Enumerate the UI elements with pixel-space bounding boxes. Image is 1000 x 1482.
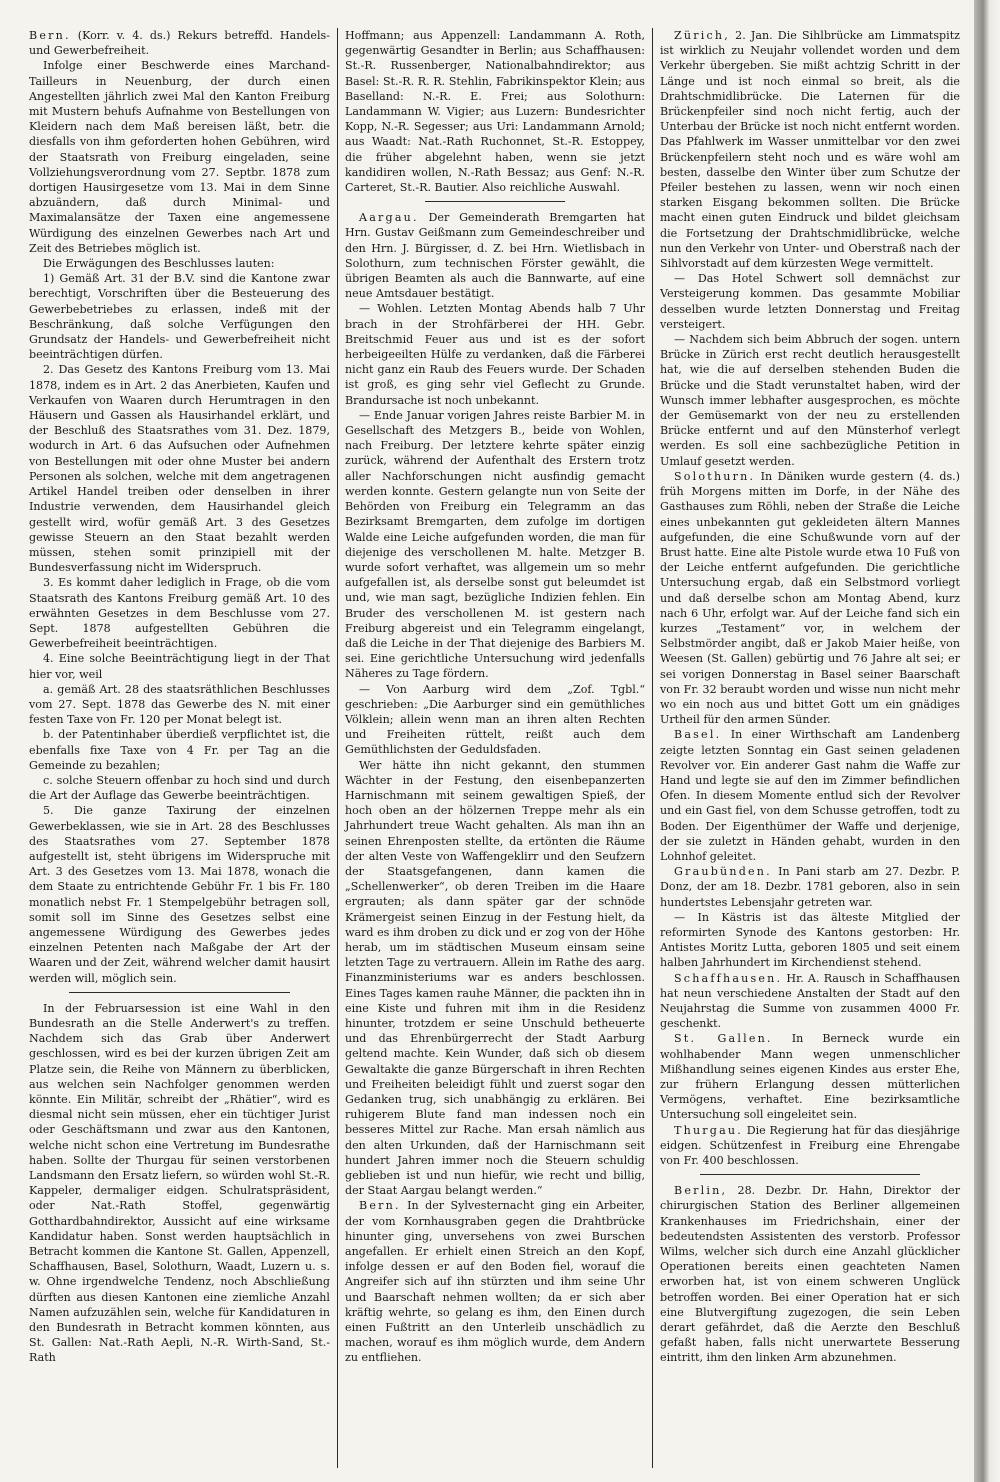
article-paragraph xyxy=(345,301,645,407)
article-dateline: Aargau. xyxy=(359,211,419,225)
article-text: Hoffmann; aus Appenzell: Landammann A. Roth, gegenwärtig Gesandter in Berlin; aus Schaffhausen: St.-R. Russenberger, Nationalbahndirektor; aus Basel: St.-R. R. R. Stehlin, Fabrikinspektor Klein; aus Baselland: N.-R. E. Frei; aus Solothurn: Landammann W. Vigier; aus Luzern: Bundesrichter Kopp, N.-R. Segesser; aus Uri: Landammann Arnold; aus Waadt: Nat.-Rath Ruchonnet, St.-R. Estoppey, die früher abgelehnt haben, wenn sie jetzt kandidiren wollen, N.-Rath Bessaz; aus Genf: N.-R. Carteret, St.-R. Bautier. Also reichliche Auswahl. xyxy=(345,29,645,195)
article-paragraph xyxy=(345,408,645,682)
column-middle xyxy=(337,28,652,1468)
article-separator xyxy=(425,201,565,202)
columns xyxy=(22,28,967,1468)
article-text: In Berneck wurde ein wohlhabender Mann wegen unmenschlicher Mißhandlung seines eigenen Kindes aus erster Ehe, zur frühern Erlangung dessen mütterlichen Vermögens, verhaftet. Eine bezirksamtliche Untersuchung soll eingeleitet sein. xyxy=(660,1032,961,1122)
article-paragraph xyxy=(29,58,330,256)
article-paragraph xyxy=(345,210,645,301)
article-text: Hr. A. Rausch in Schaffhausen hat neun verschiedene Anstalten der Stadt auf den Neujahrstag die Summe von zusammen 4000 Fr. geschenkt. xyxy=(660,971,960,1031)
article-dateline: Basel. xyxy=(674,728,722,742)
article-paragraph xyxy=(660,28,960,271)
article-dateline: Bern. xyxy=(359,1199,401,1213)
article-paragraph xyxy=(660,1031,960,1122)
article-text: Infolge einer Beschwerde eines Marchand-Tailleurs in Neuenburg, der durch einen Angestellten jährlich zwei Mal den Kanton Freiburg mit Mustern behufs Aufnahme von Bestellungen von Kleidern nach dem Maß bereisen läßt, betr. die diesfalls von ihm geforderten hohen Gebühren, wird der Staatsrath von Freiburg eingeladen, seine Vollziehungsverordnung vom 27. Septbr. 1878 zum dortigen Hausirgesetze vom 13. Mai in dem Sinne abzuändern, daß durch Minimal- und Maximalansätze der Taxen eine angemessene Würdigung des einzelnen Gewerbes nach Art und Zeit des Betriebes möglich ist. xyxy=(29,59,330,255)
article-text: In Däniken wurde gestern (4. ds.) früh Morgens mitten im Dorfe, in der Nähe des Gasthauses zum Röhli, neben der Straße die Leiche eines unbekannten gut gekleideten ältern Mannes aufgefunden, die eine Schußwunde vorn auf der Brust hatte. Eine alte Pistole wurde etwa 10 Fuß von der Leiche entfernt aufgefunden. Die gerichtliche Untersuchung ergab, daß ein Selbstmord vorliegt und daß derselbe schon am Montag Abend, kurz nach 6 Uhr, erfolgt war. Auf der Leiche fand sich ein kurzes „Testament“ vor, in welchem der Selbstmörder angibt, daß er Jakob Maier heiße, von Weesen (St. Gallen) gebürtig und 76 Jahre alt sei; er sei vorigen Donnerstag in Basel seiner Baarschaft von Fr. 32 beraubt worden und wisse nun nicht mehr wo ein noch aus und bittet Gott um ein gnädiges Urtheil für den armen Sünder. xyxy=(660,469,960,727)
article-text: c. solche Steuern offenbar zu hoch sind und durch die Art der Auflage das Gewerbe beeinträchtigen. xyxy=(29,773,330,803)
article-text: a. gemäß Art. 28 des staatsräthlichen Beschlusses vom 27. Sept. 1878 das Gewerbe des N. mit einer festen Taxe von Fr. 120 per Monat belegt ist. xyxy=(29,682,330,727)
article-paragraph xyxy=(345,28,645,195)
article-paragraph xyxy=(29,362,330,575)
article-paragraph xyxy=(660,1123,960,1169)
article-text: 4. Eine solche Beeinträchtigung liegt in der That hier vor, weil xyxy=(29,652,330,681)
article-text: — Von Aarburg wird dem „Zof. Tgbl.“ geschrieben: „Die Aarburger sind ein gemüthliches Völklein; allein wenn man an ihren alten Rechten und Freiheiten rüttelt, reißt auch dem Gemüthlichsten der Geduldsfaden. xyxy=(345,682,645,757)
article-text: In der Februarsession ist eine Wahl in den Bundesrath an die Stelle Anderwert's zu treffen. Nachdem sich das Grab über Anderwert geschlossen, wird es bei der kurzen übrigen Zeit am Platze sein, die Reihe von Männern zu überblicken, aus welchen sein Nachfolger genommen werden könnte. Ein Militär, schreibt der „Rhätier“, wird es diesmal nicht sein müssen, eher ein tüchtiger Jurist oder Geschäftsmann und zwar aus den Kantonen, welche nicht schon eine Vertretung im Bundesrathe haben. Sollte der Thurgau für seinen verstorbenen Landsmann den Ersatz liefern, so würden wohl St.-R. Kappeler, dermaliger eidgen. Schulratspräsident, oder Nat.-Rath Stoffel, gegenwärtig Gotthardbahndirektor, Aussicht auf eine wirksame Kandidatur haben. Sonst werden hauptsächlich in Betracht kommen die Kantone St. Gallen, Appenzell, Schaffhausen, Basel, Solothurn, Waadt, Luzern u. s. w. Ohne irgendwelche Tendenz, noch Abschließung dürften aus diesen Kantonen eine ziemliche Anzahl Namen aufzuzählen sein, welche für Kandidaturen in den Bundesrath in Betracht kommen könnten, aus St. Gallen: Nat.-Rath Aepli, N.-R. Wirth-Sand, St.-Rath xyxy=(29,1001,330,1365)
article-paragraph xyxy=(660,271,960,332)
article-paragraph xyxy=(660,910,960,971)
article-paragraph xyxy=(29,773,330,803)
article-dateline: Bern. xyxy=(29,29,71,42)
article-paragraph xyxy=(29,271,330,362)
article-text: Die Erwägungen des Beschlusses lauten: xyxy=(43,257,275,271)
article-paragraph xyxy=(345,682,645,758)
column-left xyxy=(22,28,337,1468)
article-text: — Nachdem sich beim Abbruch der sogen. untern Brücke in Zürich erst recht deutlich herausgestellt hat, wie die auf derselben stehenden Buden die Brücke und die Stadt verunstaltet haben, wird der Wunsch immer lebhafter ausgesprochen, es möchte der Gemüsemarkt von der neu zu erstellenden Brücke entfernt und auf den Münsterhof verlegt werden. Es soll eine sachbezügliche Petition in Umlauf gesetzt werden. xyxy=(660,333,960,468)
article-paragraph xyxy=(29,682,330,728)
page-edge-shadow xyxy=(974,0,1000,1482)
article-text: — Wohlen. Letzten Montag Abends halb 7 Uhr brach in der Strohfärberei der HH. Gebr. Breitschmid Feuer aus und ist es der sofort herbeigeeilten Hülfe zu verdanken, daß die Färberei nicht ganz ein Raub des Feuers wurde. Der Schaden ist groß, es ging sehr viel Geflecht zu Grunde. Brandursache ist noch unbekannt. xyxy=(345,302,645,407)
article-paragraph xyxy=(660,1183,960,1365)
article-paragraph xyxy=(345,758,645,1199)
article-paragraph xyxy=(29,1001,330,1366)
article-paragraph xyxy=(660,727,960,864)
article-text: 1) Gemäß Art. 31 der B.V. sind die Kantone zwar berechtigt, Vorschriften über die Besteuerung des Gewerbebetriebes zu erlassen, indeß mit der Beschränkung, daß solche Verfügungen den Grundsatz der Handels- und Gewerbefreiheit nicht beeinträchtigen dürfen. xyxy=(29,272,330,362)
article-paragraph xyxy=(29,651,330,681)
article-dateline: Thurgau. xyxy=(674,1123,743,1137)
article-paragraph xyxy=(660,332,960,469)
article-text: Der Gemeinderath Bremgarten hat Hrn. Gustav Geißmann zum Gemeindeschreiber und den Hrn. J. Bürgisser, d. Z. bei Hrn. Wietlisbach in Solothurn, zum technischen Förster gewählt, die übrigen Beamten als auch die Bannwarte, auf eine neue Amtsdauer bestätigt. xyxy=(345,211,645,301)
article-separator xyxy=(69,992,290,993)
article-text: In Pani starb am 27. Dezbr. P. Donz, der am 18. Dezbr. 1781 geboren, also in sein hundertstes Lebensjahr getreten war. xyxy=(660,865,960,909)
article-paragraph xyxy=(29,256,330,271)
article-text: Die Regierung hat für das diesjährige eidgen. Schützenfest in Freiburg eine Ehrengabe von Fr. 400 beschlossen. xyxy=(660,1123,960,1168)
article-paragraph xyxy=(29,803,330,985)
article-text: — Ende Januar vorigen Jahres reiste Barbier M. in Gesellschaft des Metzgers B., beide von Wohlen, nach Freiburg. Der letztere kehrte später einzig zurück, während der Aufenthalt des Erstern trotz aller Nachforschungen nicht ausfindig gemacht werden konnte. Gestern gelangte nun von Seite der Behörden von Freiburg ein Telegramm an das Bezirksamt Bremgarten, dem zufolge im dortigen Walde eine Leiche aufgefunden worden, die man für diejenige des verschollenen M. halte. Metzger B. wurde sofort verhaftet, was allgemein um so mehr aufgefallen ist, als derselbe sonst gut beleumdet ist und, wie man sagt, bezügliche Indizien fehlen. Ein Bruder des verschollenen M. ist gestern nach Freiburg abgereist und ein Telegramm eingelangt, daß die Leiche in der That diejenige des Barbiers M. sei. Eine gerichtliche Untersuchung wird jedenfalls Näheres zu Tage fördern. xyxy=(345,408,645,681)
article-paragraph xyxy=(29,28,330,58)
article-text: 28. Dezbr. Dr. Hahn, Direktor der chirurgischen Station des Berliner allgemeinen Krankenhauses im Friedrichshain, einer der bedeutendsten Assistenten des verstorb. Professor Wilms, welcher sich durch eine Anzahl glücklicher Operationen bereits einen geachteten Namen erworben hat, ist von einem schweren Unglück betroffen worden. Bei einer Operation hat er sich eine Blutvergiftung zugezogen, die sein Leben derart gefährdet, daß die Aerzte den Beschluß gefaßt haben, falls nicht unerwartete Besserung eintritt, ihm den linken Arm abzunehmen. xyxy=(660,1184,960,1365)
article-dateline: St. Gallen. xyxy=(674,1032,773,1046)
article-text: Wer hätte ihn nicht gekannt, den stummen Wächter in der Festung, den eisenbepanzerten Harnischmann mit seinem gewaltigen Spieß, der hoch oben an der hölzernen Treppe mehr als ein Jahrhundert treue Wacht gehalten. Als man ihn an seinen Ehrenposten stellte, da ertönten die Räume der alten Veste von Waffengeklirr und den Seufzern der Staatsgefangenen, dann kamen die „Schellenwerker“, ob deren Treiben im die Haare ergrauten; als dann später gar der schnöde Krämergeist seinen Einzug in der Festung hielt, da ward es ihm droben zu dick und er zog von der Höhe herab, um im städtischen Museum einsam seine letzten Tage zu vertrauern. Allein im Rathe des aarg. Finanzministeriums war es anders beschlossen. Eines Tages kamen rauhe Männer, die packten ihn in eine Kiste und fuhren mit ihm in die Residenz hinunter, trotzdem er seine Unschuld betheuerte und das Ehrenbürgerrecht der Stadt Aarburg geltend machte. Kein Wunder, daß sich ob diesem Gewaltakte die ganze Bürgerschaft in ihren Rechten und Freiheiten beleidigt fühlt und zuerst sogar den Gedanken trug, sich unabhängig zu erklären. Bei ruhigerem Blute fand man indessen noch ein besseres Mittel zur Rache. Man ersah nämlich aus den alten Urkunden, daß der Harnischmann seit hundert Jahren immer noch die Steuern schuldig geblieben ist und nun hiefür, wie recht und billig, der Staat Aargau belangt werden.“ xyxy=(345,758,645,1198)
article-dateline: Graubünden. xyxy=(674,865,772,879)
article-dateline: Berlin, xyxy=(674,1184,728,1198)
article-paragraph xyxy=(660,469,960,727)
article-text: 5. Die ganze Taxirung der einzelnen Gewerbeklassen, wie sie in Art. 28 des Beschlusses des Staatsrathes vom 27. September 1878 aufgestellt ist, steht übrigens im Widerspruche mit Art. 3 des Gesetzes vom 13. Mai 1878, wonach die dem Staate zu entrichtende Gebühr Fr. 1 bis Fr. 180 monatlich nebst Fr. 1 Stempelgebühr betragen soll, somit soll im Sinne des Gesetzes selbst eine angemessene Würdigung des Gewerbes jedes einzelnen Petenten nach Maßgabe der Art der Waaren und der Zeit, während welcher damit hausirt werden will, möglich sein. xyxy=(29,804,330,985)
article-text: 3. Es kommt daher lediglich in Frage, ob die vom Staatsrath des Kantons Freiburg gemäß Art. 10 des erwähnten Gesetzes in dem Beschlusse vom 27. Sept. 1878 aufgestellten Gebühren die Gewerbefreiheit beeinträchtigen. xyxy=(29,576,330,651)
article-text: 2. Jan. Die Sihlbrücke am Limmatspitz ist wirklich zu Neujahr vollendet worden und dem Verkehr übergeben. Sie mißt achtzig Schritt in der Länge und ist noch einmal so breit, als die Drahtschmidlibrücke. Die Laternen für die Brückenpfeiler sind noch nicht fertig, auch der Unterbau der Brücke ist noch nicht entfernt worden. Das Pfahlwerk im Wasser unmittelbar vor den zwei Brückenpfeilern steht noch und es wäre wohl am besten, dasselbe den Winter über zum Schutze der Pfeiler bestehen zu lassen, wenn wir noch einen starken Eisgang bekommen sollten. Die Brücke macht einen guten Eindruck und bildet gleichsam die Fortsetzung der Drahtschmidlibrücke, welche nun den Verkehr von Unter- und Oberstraß nach der Sihlvorstadt auf dem kürzesten Wege vermittelt. xyxy=(660,29,960,271)
article-paragraph xyxy=(660,864,960,910)
article-text: — In Kästris ist das älteste Mitglied der reformirten Synode des Kantons gestorben: Hr. Antistes Moritz Lutta, geboren 1805 und seit einem halben Jahrhundert im Kirchendienst stehend. xyxy=(660,910,960,970)
article-separator xyxy=(700,1174,920,1175)
article-dateline: Solothurn. xyxy=(674,469,756,483)
article-text: (Korr. v. 4. ds.) Rekurs betreffd. Handels- und Gewerbefreiheit. xyxy=(29,29,330,58)
article-text: b. der Patentinhaber überdieß verpflichtet ist, die ebenfalls fixe Taxe von 4 Fr. per Tag an die Gemeinde zu bezahlen; xyxy=(29,728,330,772)
article-paragraph xyxy=(29,575,330,651)
article-paragraph xyxy=(29,727,330,773)
column-right xyxy=(652,28,967,1468)
article-paragraph xyxy=(660,971,960,1032)
article-dateline: Zürich, xyxy=(674,29,730,42)
article-text: In einer Wirthschaft am Landenberg zeigte letzten Sonntag ein Gast seinen geladenen Revolver vor. Ein anderer Gast nahm die Waffe zur Hand und legte sie auf den im Zimmer befindlichen Ofen. In diesem Momente entlud sich der Revolver und ein Gast fiel, von dem Schusse getroffen, todt zu Boden. Der Eigenthümer der Waffe und derjenige, der sie zuletzt in Händen gehabt, wurden in den Lohnhof geleitet. xyxy=(660,728,960,863)
article-paragraph xyxy=(345,1198,645,1365)
article-text: — Das Hotel Schwert soll demnächst zur Versteigerung kommen. Das gesammte Mobiliar desselben wurde letzten Donnerstag und Freitag versteigert. xyxy=(660,272,960,331)
article-text: In der Sylvesternacht ging ein Arbeiter, der vom Kornhausgraben gegen die Drahtbrücke hinunter ging, unversehens von zwei Burschen angefallen. Er erhielt einen Streich an den Kopf, infolge dessen er auf den Boden fiel, worauf die Angreifer sich auf ihn stürzten und ihm seine Uhr und Baarschaft nehmen wollten; da er sich aber kräftig wehrte, so gelang es ihm, den Einen durch einen Fußtritt an den Unterleib unschädlich zu machen, worauf es ihm möglich wurde, dem Andern zu entfliehen. xyxy=(345,1199,645,1365)
article-text: 2. Das Gesetz des Kantons Freiburg vom 13. Mai 1878, indem es in Art. 2 das Anerbieten, Kaufen und Verkaufen von Waaren durch Herumtragen in den Häusern und Gassen als Hausirhandel erklärt, und der Beschluß des Staatsrathes vom 31. Dez. 1879, wodurch in Art. 6 das Aufsuchen oder Aufnehmen von Bestellungen mit oder ohne Muster bei andern Personen als solchen, welche mit dem angetragenen Artikel Handel treiben oder denselben in ihrer Industrie verwenden, dem Hausirhandel gleich gestellt wird, wofür gemäß Art. 3 des Gesetzes gewisse Steuern an den Staat bezahlt werden müssen, stehen somit prinzipiell mit der Bundesverfassung nicht im Widerspruch. xyxy=(29,363,330,575)
article-dateline: Schaffhausen. xyxy=(674,971,783,985)
